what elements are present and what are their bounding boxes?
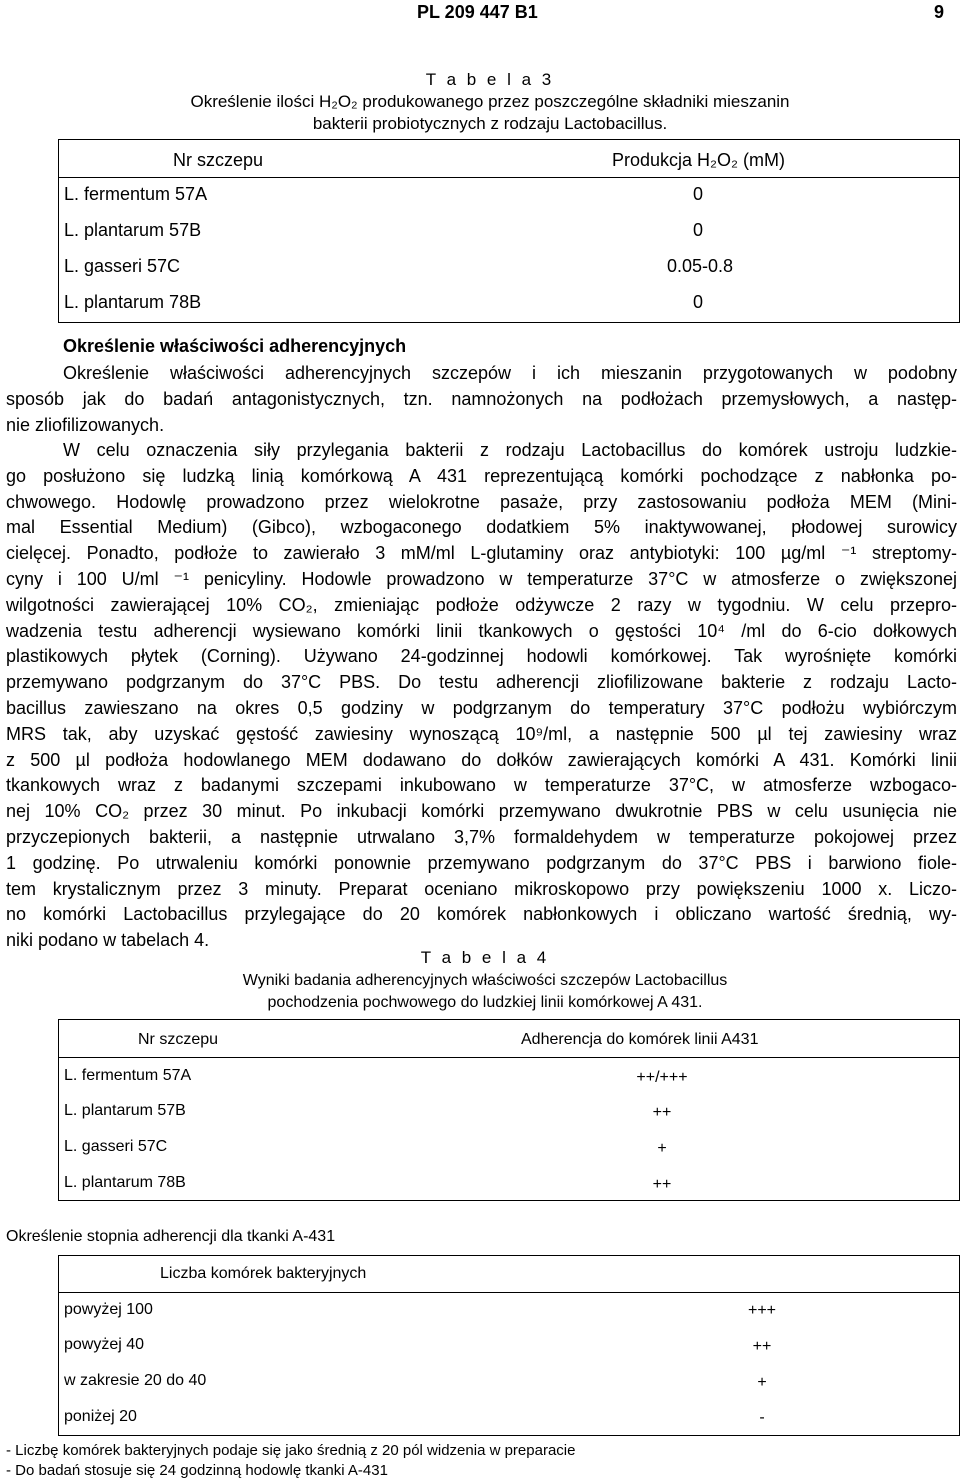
table3-row1-value: 0 (693, 184, 704, 204)
body-line: chwowego. Hodowlę prowadzono przez wielokrotne pasaże, przy zastosowaniu podłoża MEM (Mini- (6, 491, 957, 512)
table3-row4-strain: L. plantarum 78B (64, 292, 202, 312)
table5-header-rule (58, 1292, 960, 1293)
body-line: plastikowych płytek (Corning). Używano 24-godzinnej hodowli komórkowej. Tak wyrośnięte komórki (6, 646, 957, 667)
table3-caption-line1: Określenie ilości H₂O₂ produkowanego przez poszczególne składniki mieszanin (190, 92, 790, 111)
body-line: MRS tak, aby uzyskać gęstość zawiesiny wynoszącą 10⁹/ml, a następnie 500 µl tej zawiesiny wraz (6, 723, 957, 744)
intro-line: nie zliofilizowanych. (6, 414, 165, 435)
body-line: W celu oznaczenia siły przylegania bakterii z rodzaju Lactobacillus do komórek ustroju ludzkie- (63, 440, 957, 460)
body-paragraph (6, 438, 957, 954)
table4-row3-strain: L. gasseri 57C (64, 1138, 168, 1155)
intro-line: sposób jak do badań antagonistycznych, tzn. namnożonych na podłożach przemysłowych, a następ- (6, 388, 957, 409)
table3-row3-strain: L. gasseri 57C (64, 256, 181, 276)
body-line: przyczepionych bakterii, a następnie utrwalano 3,7% formaldehydem w temperaturze pokojowej przez (6, 826, 957, 847)
page-number: 9 (934, 2, 945, 22)
table3-col-production: Produkcja H₂O₂ (mM) (612, 150, 785, 170)
table3-caption-line2: bakterii probiotycznych z rodzaju Lactobacillus. (312, 114, 668, 133)
table3-row3-value: 0.05-0.8 (667, 256, 734, 276)
table4-row4-strain: L. plantarum 78B (64, 1174, 186, 1191)
table5-row4-value: - (759, 1409, 765, 1426)
body-line: mal Essential Medium) (Gibco), wzbogaconego dodatkiem 5% inaktywowanej, płodowej surowicy (6, 517, 957, 538)
table5-row3-range: w zakresie 20 do 40 (64, 1372, 207, 1389)
table4-label: T a b e l a 4 (420, 948, 550, 967)
table5-row2-range: powyżej 40 (64, 1336, 145, 1353)
table5-row4-range: poniżej 20 (64, 1408, 137, 1425)
table4-col-strain: Nr szczepu (138, 1031, 219, 1048)
table4-caption-line1: Wyniki badania adherencyjnych właściwości szczepów Lactobacillus (242, 972, 728, 989)
table4-header-rule (58, 1057, 960, 1058)
table4-border-left (58, 1019, 59, 1201)
note-2: - Do badań stosuje się 24 godzinną hodowlę tkanki A-431 (6, 1462, 388, 1479)
body-line: niki podano w tabelach 4. (6, 930, 210, 951)
table3-border-left (58, 139, 59, 323)
table3-row1-strain: L. fermentum 57A (64, 184, 208, 204)
intro-line: Określenie właściwości adherencyjnych szczepów i ich mieszanin przygotowanych w podobny (63, 363, 957, 383)
table4-row2-strain: L. plantarum 57B (64, 1102, 186, 1119)
intro-paragraph (6, 361, 957, 438)
body-line: z 500 µl podłoża hodowlanego MEM dodawano do dołków zawierających komórki A 431. Komórki linii (6, 749, 957, 770)
body-line: nej 10% CO₂ przez 30 minut. Po inkubacji komórki przemywano dwukrotnie PBS w celu usunięcia nie (6, 801, 957, 822)
section-heading: Określenie właściwości adherencyjnych (63, 336, 407, 356)
body-line: wadzenia testu adherencji wysiewano komórki linii tkankowych o gęstości 10⁴ /ml do 6-cio dołkowych (6, 620, 957, 641)
body-line: tem krystalicznym przez 3 minuty. Preparat oceniano mikroskopowo przy powiększeniu 1000 x. Liczo- (6, 878, 957, 899)
patent-number: PL 209 447 B1 (417, 2, 538, 22)
table4-caption-line2: pochodzenia pochwowego do ludzkiej linii komórkowej A 431. (267, 994, 703, 1011)
table4-row1-strain: L. fermentum 57A (64, 1067, 192, 1084)
table5-border-bottom (58, 1435, 960, 1436)
table4-border-top (58, 1019, 960, 1020)
body-line: przemywano podgrzanym do 37°C PBS. Do testu adherencji zliofilizowane bakterie z rodzaju Lacto- (6, 672, 957, 693)
table3-row2-value: 0 (693, 220, 704, 240)
table3-header-rule (58, 177, 960, 178)
table3-col-strain: Nr szczepu (173, 150, 264, 170)
table5-row2-value: ++ (752, 1338, 772, 1355)
table5-row1-range: powyżej 100 (64, 1301, 153, 1318)
table5-title: Określenie stopnia adherencji dla tkanki A-431 (6, 1228, 336, 1245)
body-line: cyny i 100 U/ml ⁻¹ penicyliny. Hodowle prowadzono w temperaturze 37°C w atmosferze o zwiększonej (6, 568, 957, 589)
body-line: bacillus zawieszano na okres 0,5 godziny w podgrzanym do temperatury 37°C podłożu wybiórczym (6, 697, 957, 718)
body-line: tkankowych wraz z badanymi szczepami inkubowano w temperaturze 37°C, w atmosferze wzbogaco- (6, 775, 957, 796)
table5-col-count: Liczba komórek bakteryjnych (160, 1265, 367, 1282)
table5-border-left (58, 1255, 59, 1436)
table3-row2-strain: L. plantarum 57B (64, 220, 202, 240)
table4-row2-value: ++ (652, 1104, 672, 1121)
table4-row4-value: ++ (652, 1176, 672, 1193)
body-line: go posłużono się ludzką linią komórkową A 431 reprezentującą komórki pochodzące z nabłonka po- (6, 465, 957, 486)
table5-row1-value: +++ (747, 1302, 777, 1319)
body-line: no komórki Lactobacillus przylegające do 20 komórek nabłonkowych i obliczano wartość średnią, wy- (6, 904, 957, 925)
body-line: 1 godzinę. Po utrwaleniu komórki ponownie przemywano podgrzanym do 37°C PBS i barwiono fiole- (6, 852, 957, 873)
table5-row3-value: + (757, 1374, 767, 1391)
note-1: - Liczbę komórek bakteryjnych podaje się jako średnią z 20 pól widzenia w preparacie (6, 1442, 576, 1459)
table3-border-bottom (58, 322, 960, 323)
body-line: wilgotności zawierającej 10% CO₂, zmieniając podłoże odżywcze 2 razy w tygodniu. W celu przepro- (6, 594, 957, 615)
table5-border-top (58, 1255, 960, 1256)
table4-row1-value: ++/+++ (636, 1069, 688, 1086)
body-line: cielęcej. Ponadto, podłoże to zawierało 3 mM/ml L-glutaminy oraz antybiotyki: 100 µg/ml ⁻¹ streptomy- (6, 543, 957, 564)
table3-border-top (58, 139, 960, 140)
table3-label: T a b e l a 3 (425, 70, 555, 89)
table3-row4-value: 0 (693, 292, 704, 312)
table4-col-adherence: Adherencja do komórek linii A431 (521, 1031, 759, 1048)
table4-border-bottom (58, 1200, 960, 1201)
table4-row3-value: + (657, 1140, 667, 1157)
